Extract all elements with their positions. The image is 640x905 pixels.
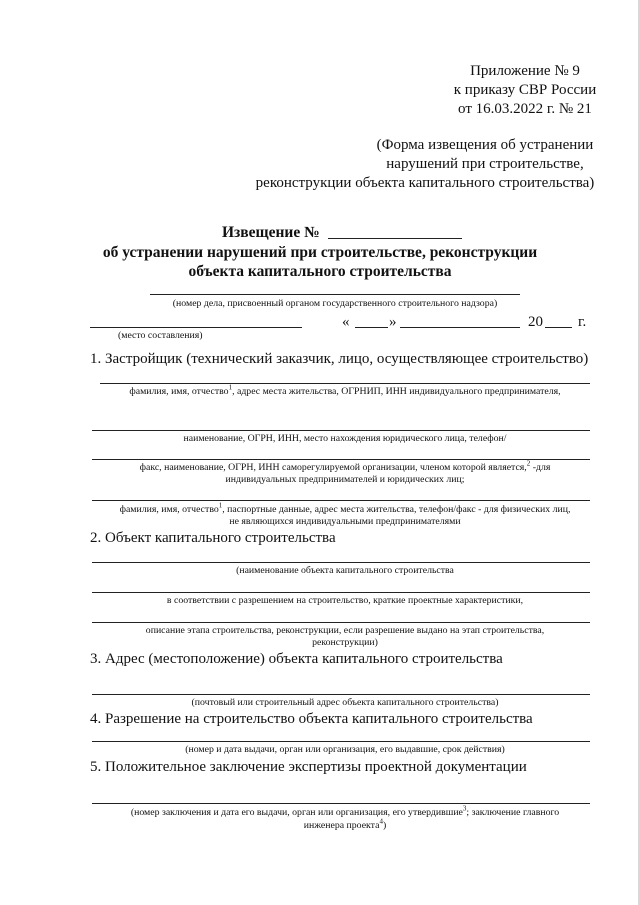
section-1-heading: 1. Застройщик (технический заказчик, лицо, осуществляющее строительство) <box>90 351 589 367</box>
place-line <box>90 327 302 328</box>
form-note-line-2: нарушений при строительстве, <box>386 156 584 172</box>
section-2-caption-3b: реконструкции) <box>312 637 378 648</box>
section-5-heading: 5. Положительное заключение экспертизы проектной документации <box>90 759 527 775</box>
section-4-caption-1: (номер и дата выдачи, орган или организация, его выдавшие, срок действия) <box>185 744 505 755</box>
form-note-line-3: реконструкции объекта капитального строительства) <box>255 175 595 191</box>
notice-number-line <box>328 238 462 239</box>
section-1-line-2 <box>92 430 590 431</box>
section-1-caption-3a: факс, наименование, ОГРН, ИНН саморегулируемой организации, членом которой является,$^2$ -для <box>139 459 551 473</box>
section-5-caption-1a: (номер заключения и дата его выдачи, орган или организация, его утвердившие$^3$; заключение главного <box>130 804 560 818</box>
section-4-heading: 4. Разрешение на строительство объекта капитального строительства <box>90 711 533 727</box>
case-number-caption: (номер дела, присвоенный органом государственного строительного надзора) <box>172 298 498 309</box>
section-2-line-1 <box>92 562 590 563</box>
section-2-caption-1: (наименование объекта капитального строительства <box>236 565 454 576</box>
section-1-line-4 <box>92 500 590 501</box>
section-1-caption-4a: фамилия, имя, отчество$^1$, паспортные данные, адрес места жительства, телефон/факс - для физических лиц, <box>119 501 571 515</box>
section-2-line-3 <box>92 622 590 623</box>
notice-subtitle-2: объекта капитального строительства <box>188 263 452 280</box>
place-caption: (место составления) <box>118 330 203 341</box>
date-year-prefix: 20 <box>528 314 543 330</box>
section-1-line-1 <box>100 383 590 384</box>
section-2-caption-2: в соответствии с разрешением на строительство, краткие проектные характеристики, <box>166 595 524 606</box>
notice-subtitle-1: об устранении нарушений при строительстве, реконструкции <box>102 244 538 261</box>
case-number-line <box>150 294 520 295</box>
annex-line-1: Приложение № 9 <box>470 63 580 79</box>
section-3-caption-1: (почтовый или строительный адрес объекта капитального строительства) <box>191 697 499 708</box>
section-3-heading: 3. Адрес (местоположение) объекта капитального строительства <box>90 651 503 667</box>
annex-line-3: от 16.03.2022 г. № 21 <box>458 101 592 117</box>
section-5-caption-1b: инженера проекта$^4$) <box>303 817 387 831</box>
section-1-caption-1: фамилия, имя, отчество$^1$, адрес места жительства, ОГРНИП, ИНН индивидуального предпринимателя, <box>129 383 561 397</box>
section-2-caption-3a: описание этапа строительства, реконструкции, если разрешение выдано на этап строительства, <box>145 625 545 636</box>
date-quote-open: « <box>342 314 350 330</box>
date-month-line <box>400 327 520 328</box>
date-year-suffix: г. <box>578 314 587 330</box>
date-quote-close: » <box>389 314 397 330</box>
section-1-caption-2: наименование, ОГРН, ИНН, место нахождения юридического лица, телефон/ <box>183 433 507 444</box>
section-1-caption-4b: не являющихся индивидуальными предпринимателями <box>229 516 461 527</box>
date-year-line <box>545 327 572 328</box>
section-2-heading: 2. Объект капитального строительства <box>90 530 336 546</box>
annex-line-2: к приказу СВР России <box>453 82 597 98</box>
section-4-line-1 <box>92 741 590 742</box>
section-1-line-3 <box>92 459 590 460</box>
notice-title: Извещение № <box>222 224 320 241</box>
section-2-line-2 <box>92 592 590 593</box>
date-day-line <box>355 327 388 328</box>
section-5-line-1 <box>92 803 590 804</box>
form-note-line-1: (Форма извещения об устранении <box>376 137 594 153</box>
section-3-line-1 <box>92 694 590 695</box>
section-1-caption-3b: индивидуальных предпринимателей и юридических лиц; <box>225 474 465 485</box>
